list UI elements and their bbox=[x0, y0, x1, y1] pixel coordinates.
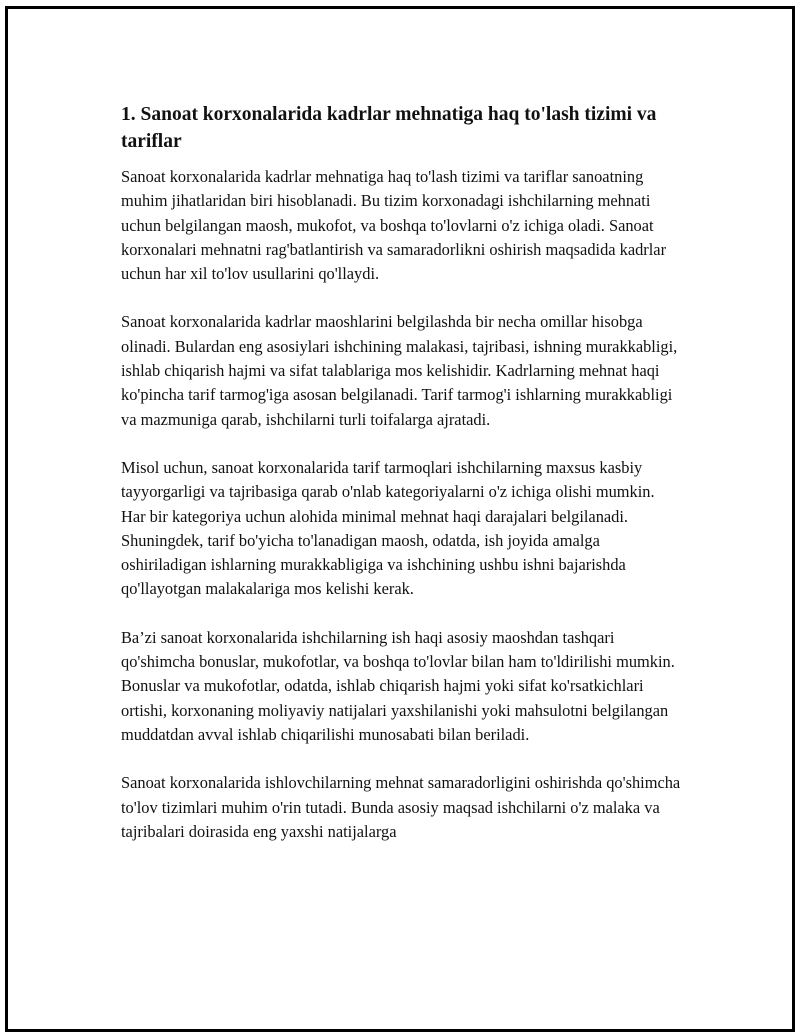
paragraph-3: Misol uchun, sanoat korxonalarida tarif tarmoqlari ishchilarning maxsus kasbiy tayyorgarligi va tajribasiga qarab o'nlab kategoriyalarni o'z ichiga olishi mumkin. Har bir kategoriya uchun alohida minimal mehnat haqi darajalari belgilanadi. Shuningdek, tarif bo'yicha to'lanadigan maosh, odatda, ish joyida amalga oshiriladigan ishlarning murakkabligiga va ishchining ushbu ishni bajarishda qo'llayotgan malakalariga mos kelishi kerak. bbox=[121, 457, 655, 599]
paragraph-5: Sanoat korxonalarida ishlovchilarning mehnat samaradorligini oshirishda qo'shimcha to'lov tizimlari muhim o'rin tutadi. Bunda asosiy maqsad ishchilarni o'z malaka va tajribalari doirasida eng yaxshi natijalarga bbox=[121, 773, 681, 841]
page-frame bbox=[5, 6, 795, 1032]
document-body bbox=[121, 101, 681, 868]
paragraph-1: Sanoat korxonalarida kadrlar mehnatiga haq to'lash tizimi va tariflar sanoatning muhim jihatlaridan biri hisoblanadi. Bu tizim korxonadagi ishchilarning mehnati uchun belgilangan maosh, mukofot, va boshqa to'lovlarni o'z ichiga oladi. Sanoat korxonalari mehnatni rag'batlantirish va samaradorlikni oshirish maqsadida kadrlar uchun har xil to'lov usullarini qo'llaydi. bbox=[121, 167, 667, 284]
paragraph-2: Sanoat korxonalarida kadrlar maoshlarini belgilashda bir necha omillar hisobga olinadi. Bulardan eng asosiylari ishchining malakasi, tajribasi, ishning murakkabligi, ishlab chiqarish hajmi va sifat talablariga mos kelishidir. Kadrlarning mehnat haqi ko'pincha tarif tarmog'iga asosan belgilanadi. Tarif tarmog'i ishlarning murakkabligi va mazmuniga qarab, ishchilarni turli toifalarga ajratadi. bbox=[121, 312, 678, 429]
section-title: 1. Sanoat korxonalarida kadrlar mehnatiga haq to'lash tizimi va tariflar bbox=[121, 104, 657, 152]
paragraph-4: Ba’zi sanoat korxonalarida ishchilarning ish haqi asosiy maoshdan tashqari qo'shimcha bonuslar, mukofotlar, va boshqa to'lovlar bilan ham to'ldirilishi mumkin. Bonuslar va mukofotlar, odatda, ishlab chiqarish hajmi yoki sifat ko'rsatkichlari ortishi, korxonaning moliyaviy natijalari yaxshilanishi yoki mahsulotni belgilangan muddatdan avval ishlab chiqarilishi munosabati bilan beriladi. bbox=[121, 627, 675, 744]
